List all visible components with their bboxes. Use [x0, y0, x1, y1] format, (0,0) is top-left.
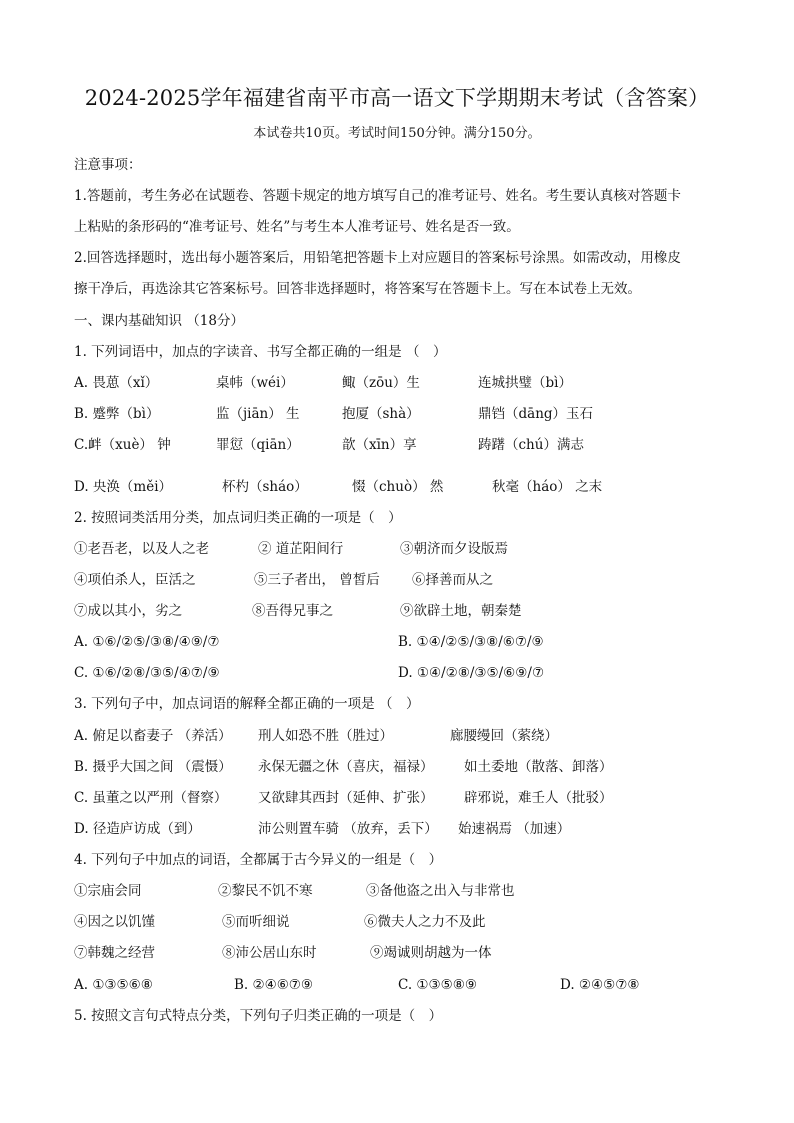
q4-sentence-row: [74, 881, 754, 901]
q2-option-b: B. ①④/②⑤/③⑧/⑥⑦/⑨: [398, 634, 544, 650]
q2-option-c: C. ①⑥/②⑧/③⑤/④⑦/⑨: [74, 665, 220, 681]
exam-info: 本试卷共10页。考试时间150分钟。满分150分。: [253, 126, 541, 141]
q2-sentence-row: [74, 539, 754, 559]
q4-sentence: ⑥微夫人之力不及此: [364, 914, 486, 930]
q1-word: 鼎铛（dāng）玉石: [478, 406, 594, 422]
q3-option-row: [74, 819, 754, 839]
q2-option-row: [74, 663, 754, 683]
q1-word: 鲰（zōu）生: [342, 375, 420, 391]
q3-item: A. 俯足以畜妻子 （养活）: [74, 728, 232, 744]
q1-option-row: [74, 477, 754, 497]
q1-word: C.衅（xuè） 钟: [74, 437, 171, 453]
q3-item: 又欲肆其西封（延伸、扩张）: [258, 790, 434, 806]
q2-sentence: ⑨欲辟土地，朝秦楚: [400, 603, 522, 619]
q3-item: 沛公则置车骑 （放弃，丢下）: [258, 821, 438, 837]
q1-word: 歆（xīn）享: [342, 437, 417, 453]
q3-option-row: [74, 757, 754, 777]
q1-word: A. 畏葸（xǐ）: [74, 375, 159, 391]
q2-sentence: ② 道芷阳间行: [258, 541, 344, 557]
notice-line: 2.回答选择题时，选出每小题答案后，用铅笔把答题卡上对应题目的答案标号涂黑。如需改动，用橡皮: [74, 250, 681, 266]
q2-sentence: ⑧吾得兄事之: [252, 603, 333, 619]
q1-word: 抱厦（shà）: [342, 406, 420, 422]
q3-option-row: [74, 726, 754, 746]
q3-item: 辟邪说，难壬人（批驳）: [464, 790, 613, 806]
q1-option-row: [74, 404, 754, 424]
q1-word: 罪愆（qiān）: [216, 437, 300, 453]
q1-word: 秋毫（háo） 之末: [492, 479, 603, 495]
section-heading: 一、课内基础知识 （18分）: [74, 313, 244, 329]
q2-option-d: D. ①④/②⑧/③⑤/⑥⑨/⑦: [398, 665, 545, 681]
q4-sentence-row: [74, 943, 754, 963]
q3-item: B. 摄乎大国之间 （震慑）: [74, 759, 232, 775]
q2-sentence: ④项伯杀人，臣活之: [74, 572, 196, 588]
q4-option-c: C. ①③⑤⑧⑨: [398, 977, 477, 993]
q3-item: 如土委地（散落、卸落）: [464, 759, 613, 775]
q3-item: 永保无疆之休（喜庆，福禄）: [258, 759, 434, 775]
q3-item: 廊腰缦回（萦绕）: [450, 728, 558, 744]
q4-option-row: [74, 975, 754, 995]
notice-heading: 注意事项：: [74, 157, 142, 173]
q4-sentence-row: [74, 912, 754, 932]
q2-sentence: ⑦成以其小，劣之: [74, 603, 182, 619]
q3-item: D. 径造庐访成（到）: [74, 821, 201, 837]
q1-word: 桌帏（wéi）: [216, 375, 294, 391]
q2-option-a: A. ①⑥/②⑤/③⑧/④⑨/⑦: [74, 634, 220, 650]
q4-sentence: ①宗庙会同: [74, 883, 142, 899]
q2-sentence: ①老吾老，以及人之老: [74, 541, 209, 557]
q3-item: C. 虽董之以严刑（督察）: [74, 790, 228, 806]
q4-sentence: ②黎民不饥不寒: [218, 883, 313, 899]
q4-sentence: ⑨竭诚则胡越为一体: [370, 945, 492, 961]
q2-sentence-row: [74, 601, 754, 621]
q1-word: 惙（chuò） 然: [352, 479, 444, 495]
q4-option-d: D. ②④⑤⑦⑧: [560, 977, 640, 993]
q1-word: D. 央涣（měi）: [74, 479, 173, 495]
question-3-stem: 3. 下列句子中，加点词语的解释全都正确的一项是 （ ）: [74, 696, 420, 712]
q3-item: 刑人如恐不胜（胜过）: [258, 728, 393, 744]
page-title: 2024-2025学年福建省南平市高一语文下学期期末考试（含答案）: [84, 86, 710, 110]
q2-option-row: [74, 632, 754, 652]
q4-sentence: ④因之以饥馑: [74, 914, 155, 930]
q4-sentence: ③备他盗之出入与非常也: [366, 883, 515, 899]
q4-sentence: ⑧沛公居山东时: [222, 945, 317, 961]
q1-word: 监（jiān） 生: [216, 406, 300, 422]
q2-sentence: ③朝济而夕设版焉: [400, 541, 508, 557]
notice-line: 上粘贴的条形码的“准考证号、姓名”与考生本人准考证号、姓名是否一致。: [74, 219, 520, 235]
q4-sentence: ⑤而听细说: [222, 914, 290, 930]
q2-sentence: ⑥择善而从之: [412, 572, 493, 588]
notice-line: 擦干净后，再选涂其它答案标号。回答非选择题时，将答案写在答题卡上。写在本试卷上无效。: [74, 281, 641, 297]
q1-word: 杯杓（sháo）: [222, 479, 308, 495]
q3-option-row: [74, 788, 754, 808]
q1-option-row: [74, 373, 754, 393]
q3-item: 始速祸焉 （加速）: [458, 821, 571, 837]
question-2-stem: 2. 按照词类活用分类，加点词归类正确的一项是（ ）: [74, 510, 402, 526]
q4-option-b: B. ②④⑥⑦⑨: [234, 977, 314, 993]
q1-word: 连城拱璧（bì）: [478, 375, 572, 391]
q4-option-a: A. ①③⑤⑥⑧: [74, 977, 153, 993]
q1-option-row: [74, 435, 754, 455]
q1-word: B. 蹙弊（bì）: [74, 406, 160, 422]
q2-sentence: ⑤三子者出， 曾皙后: [254, 572, 380, 588]
q4-sentence: ⑦韩魏之经营: [74, 945, 155, 961]
q1-word: 踌躇（chú）满志: [478, 437, 584, 453]
question-4-stem: 4. 下列句子中加点的词语，全都属于古今异义的一组是（ ）: [74, 852, 443, 868]
q2-sentence-row: [74, 570, 754, 590]
question-1-stem: 1. 下列词语中，加点的字读音、书写全都正确的一组是 （ ）: [74, 344, 447, 360]
notice-line: 1.答题前，考生务必在试题卷、答题卡规定的地方填写自己的准考证号、姓名。考生要认真核对答题卡: [74, 188, 681, 204]
question-5-stem: 5. 按照文言句式特点分类，下列句子归类正确的一项是（ ）: [74, 1008, 443, 1024]
